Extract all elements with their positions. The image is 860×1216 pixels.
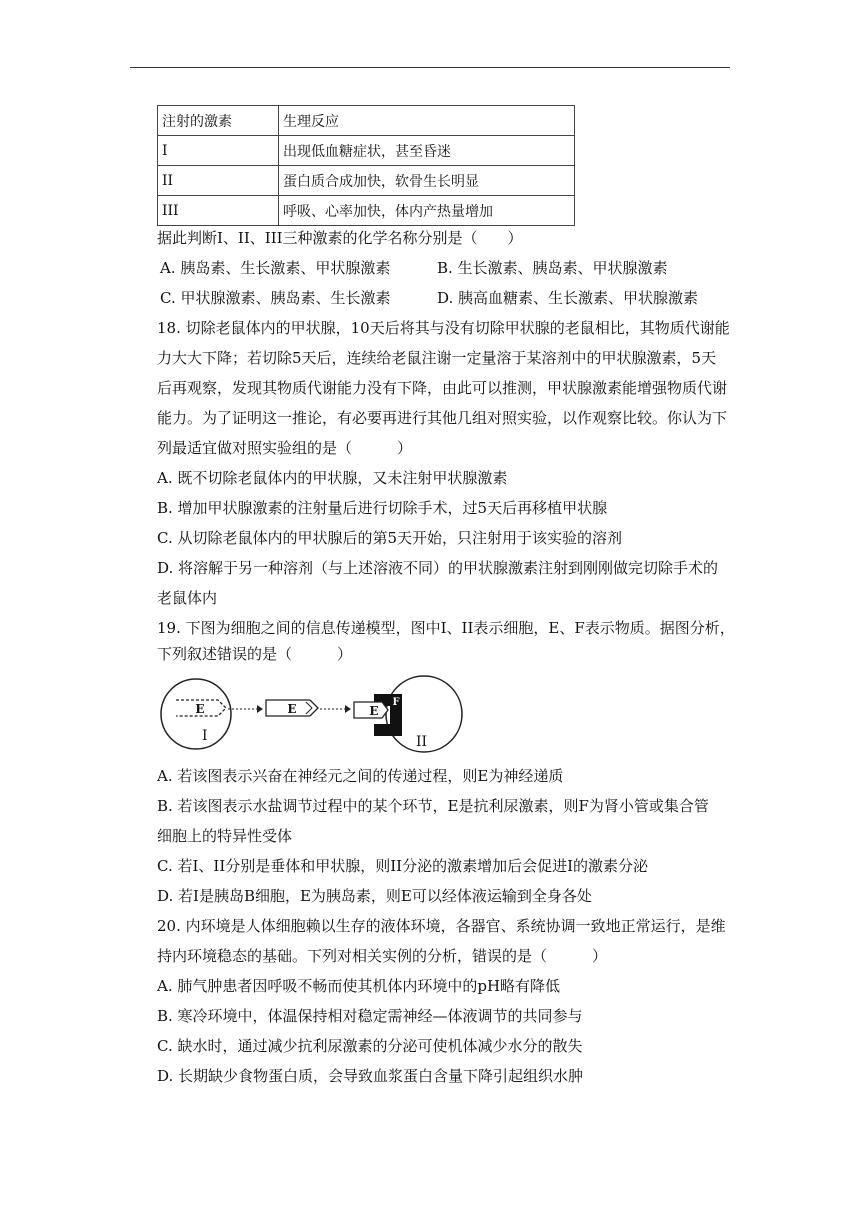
q20-option-a[interactable]: A. 肺气肿患者因呼吸不畅而使其机体内环境中的pH略有降低 xyxy=(157,977,561,995)
substance-e-label-3: E xyxy=(369,704,379,718)
q19-option-d[interactable]: D. 若I是胰岛B细胞，E为胰岛素，则E可以经体液运输到全身各处 xyxy=(157,887,592,905)
q19-option-b[interactable]: B. 若该图表示水盐调节过程中的某个环节，E是抗利尿激素，则F为肾小管或集合管 xyxy=(157,797,709,815)
q20-stem-line: 持内环境稳态的基础。下列对相关实例的分析，错误的是（ ） xyxy=(157,947,608,965)
q18-stem-line: 18. 切除老鼠体内的甲状腺，10天后将其与没有切除甲状腺的老鼠相比，其物质代谢能 xyxy=(157,319,730,337)
q18-stem-line: 列最适宜做对照实验组的是（ ） xyxy=(157,439,413,457)
q19-stem-line: 下列叙述错误的是（ ） xyxy=(157,645,353,663)
q17-option-b[interactable]: B. 生长激素、胰岛素、甲状腺激素 xyxy=(437,259,668,277)
cell-one-label: I xyxy=(202,728,208,744)
table-cell: 呼吸、心率加快，体内产热量增加 xyxy=(279,196,575,226)
header-rule xyxy=(130,67,730,68)
q18-stem-line: 力大大下降；若切除5天后，连续给老鼠注谢一定量溶于某溶剂中的甲状腺激素，5天 xyxy=(157,349,717,367)
substance-e-label-1: E xyxy=(195,702,205,716)
table-row xyxy=(158,196,575,226)
q17-stem: 据此判断I、II、III三种激素的化学名称分别是（ ） xyxy=(157,229,523,247)
q19-stem-line: 19. 下图为细胞之间的信息传递模型，图中I、II表示细胞，E、F表示物质。据图分析， xyxy=(157,619,735,637)
table-cell: II xyxy=(158,166,279,196)
cell-two-label: II xyxy=(416,734,428,750)
table-cell: 出现低血糖症状，甚至昏迷 xyxy=(279,136,575,166)
q18-option-a[interactable]: A. 既不切除老鼠体内的甲状腺，又未注射甲状腺激素 xyxy=(157,469,508,487)
substance-e-label-2: E xyxy=(287,702,297,716)
arrow-head-1 xyxy=(257,705,263,713)
q18-option-d-continued: 老鼠体内 xyxy=(157,589,218,607)
arrow-head-2 xyxy=(345,705,351,713)
q18-option-b[interactable]: B. 增加甲状腺激素的注射量后进行切除手术，过5天后再移植甲状腺 xyxy=(157,499,608,517)
table-header-cell: 生理反应 xyxy=(279,106,575,136)
q18-stem-line: 能力。为了证明这一推论，有必要再进行其他几组对照实验，以作观察比较。你认为下 xyxy=(157,409,728,427)
q19-option-c[interactable]: C. 若I、II分别是垂体和甲状腺，则II分泌的激素增加后会促进I的激素分泌 xyxy=(157,857,649,875)
q20-stem-line: 20. 内环境是人体细胞赖以生存的液体环境，各器官、系统协调一致地正常运行，是维 xyxy=(157,917,726,935)
table-header-cell: 注射的激素 xyxy=(158,106,279,136)
q18-stem-line: 后再观察，发现其物质代谢能力没有下降，由此可以推测，甲状腺激素能增强物质代谢 xyxy=(157,379,728,397)
table-cell: I xyxy=(158,136,279,166)
table-cell: III xyxy=(158,196,279,226)
q19-option-b-continued: 细胞上的特异性受体 xyxy=(157,827,293,845)
table-row xyxy=(158,136,575,166)
cell-signaling-diagram xyxy=(160,674,465,756)
table-row xyxy=(158,166,575,196)
q17-option-c[interactable]: C. 甲状腺激素、胰岛素、生长激素 xyxy=(160,289,391,307)
table-cell: 蛋白质合成加快，软骨生长明显 xyxy=(279,166,575,196)
q18-option-d[interactable]: D. 将溶解于另一种溶剂（与上述溶液不同）的甲状腺激素注射到刚刚做完切除手术的 xyxy=(157,559,719,577)
q17-option-a[interactable]: A. 胰岛素、生长激素、甲状腺激素 xyxy=(160,259,391,277)
table-header-row xyxy=(158,106,575,136)
q20-option-c[interactable]: C. 缺水时，通过减少抗利尿激素的分泌可使机体减少水分的散失 xyxy=(157,1037,583,1055)
hormone-table xyxy=(157,105,575,226)
q19-option-a[interactable]: A. 若该图表示兴奋在神经元之间的传递过程，则E为神经递质 xyxy=(157,767,564,785)
q20-option-b[interactable]: B. 寒冷环境中，体温保持相对稳定需神经—体液调节的共同参与 xyxy=(157,1007,583,1025)
q17-option-d[interactable]: D. 胰高血糖素、生长激素、甲状腺激素 xyxy=(437,289,699,307)
receptor-f-label: F xyxy=(392,697,400,708)
q20-option-d[interactable]: D. 长期缺少食物蛋白质，会导致血浆蛋白含量下降引起组织水肿 xyxy=(157,1067,584,1085)
q18-option-c[interactable]: C. 从切除老鼠体内的甲状腺后的第5天开始，只注射用于该实验的溶剂 xyxy=(157,529,623,547)
